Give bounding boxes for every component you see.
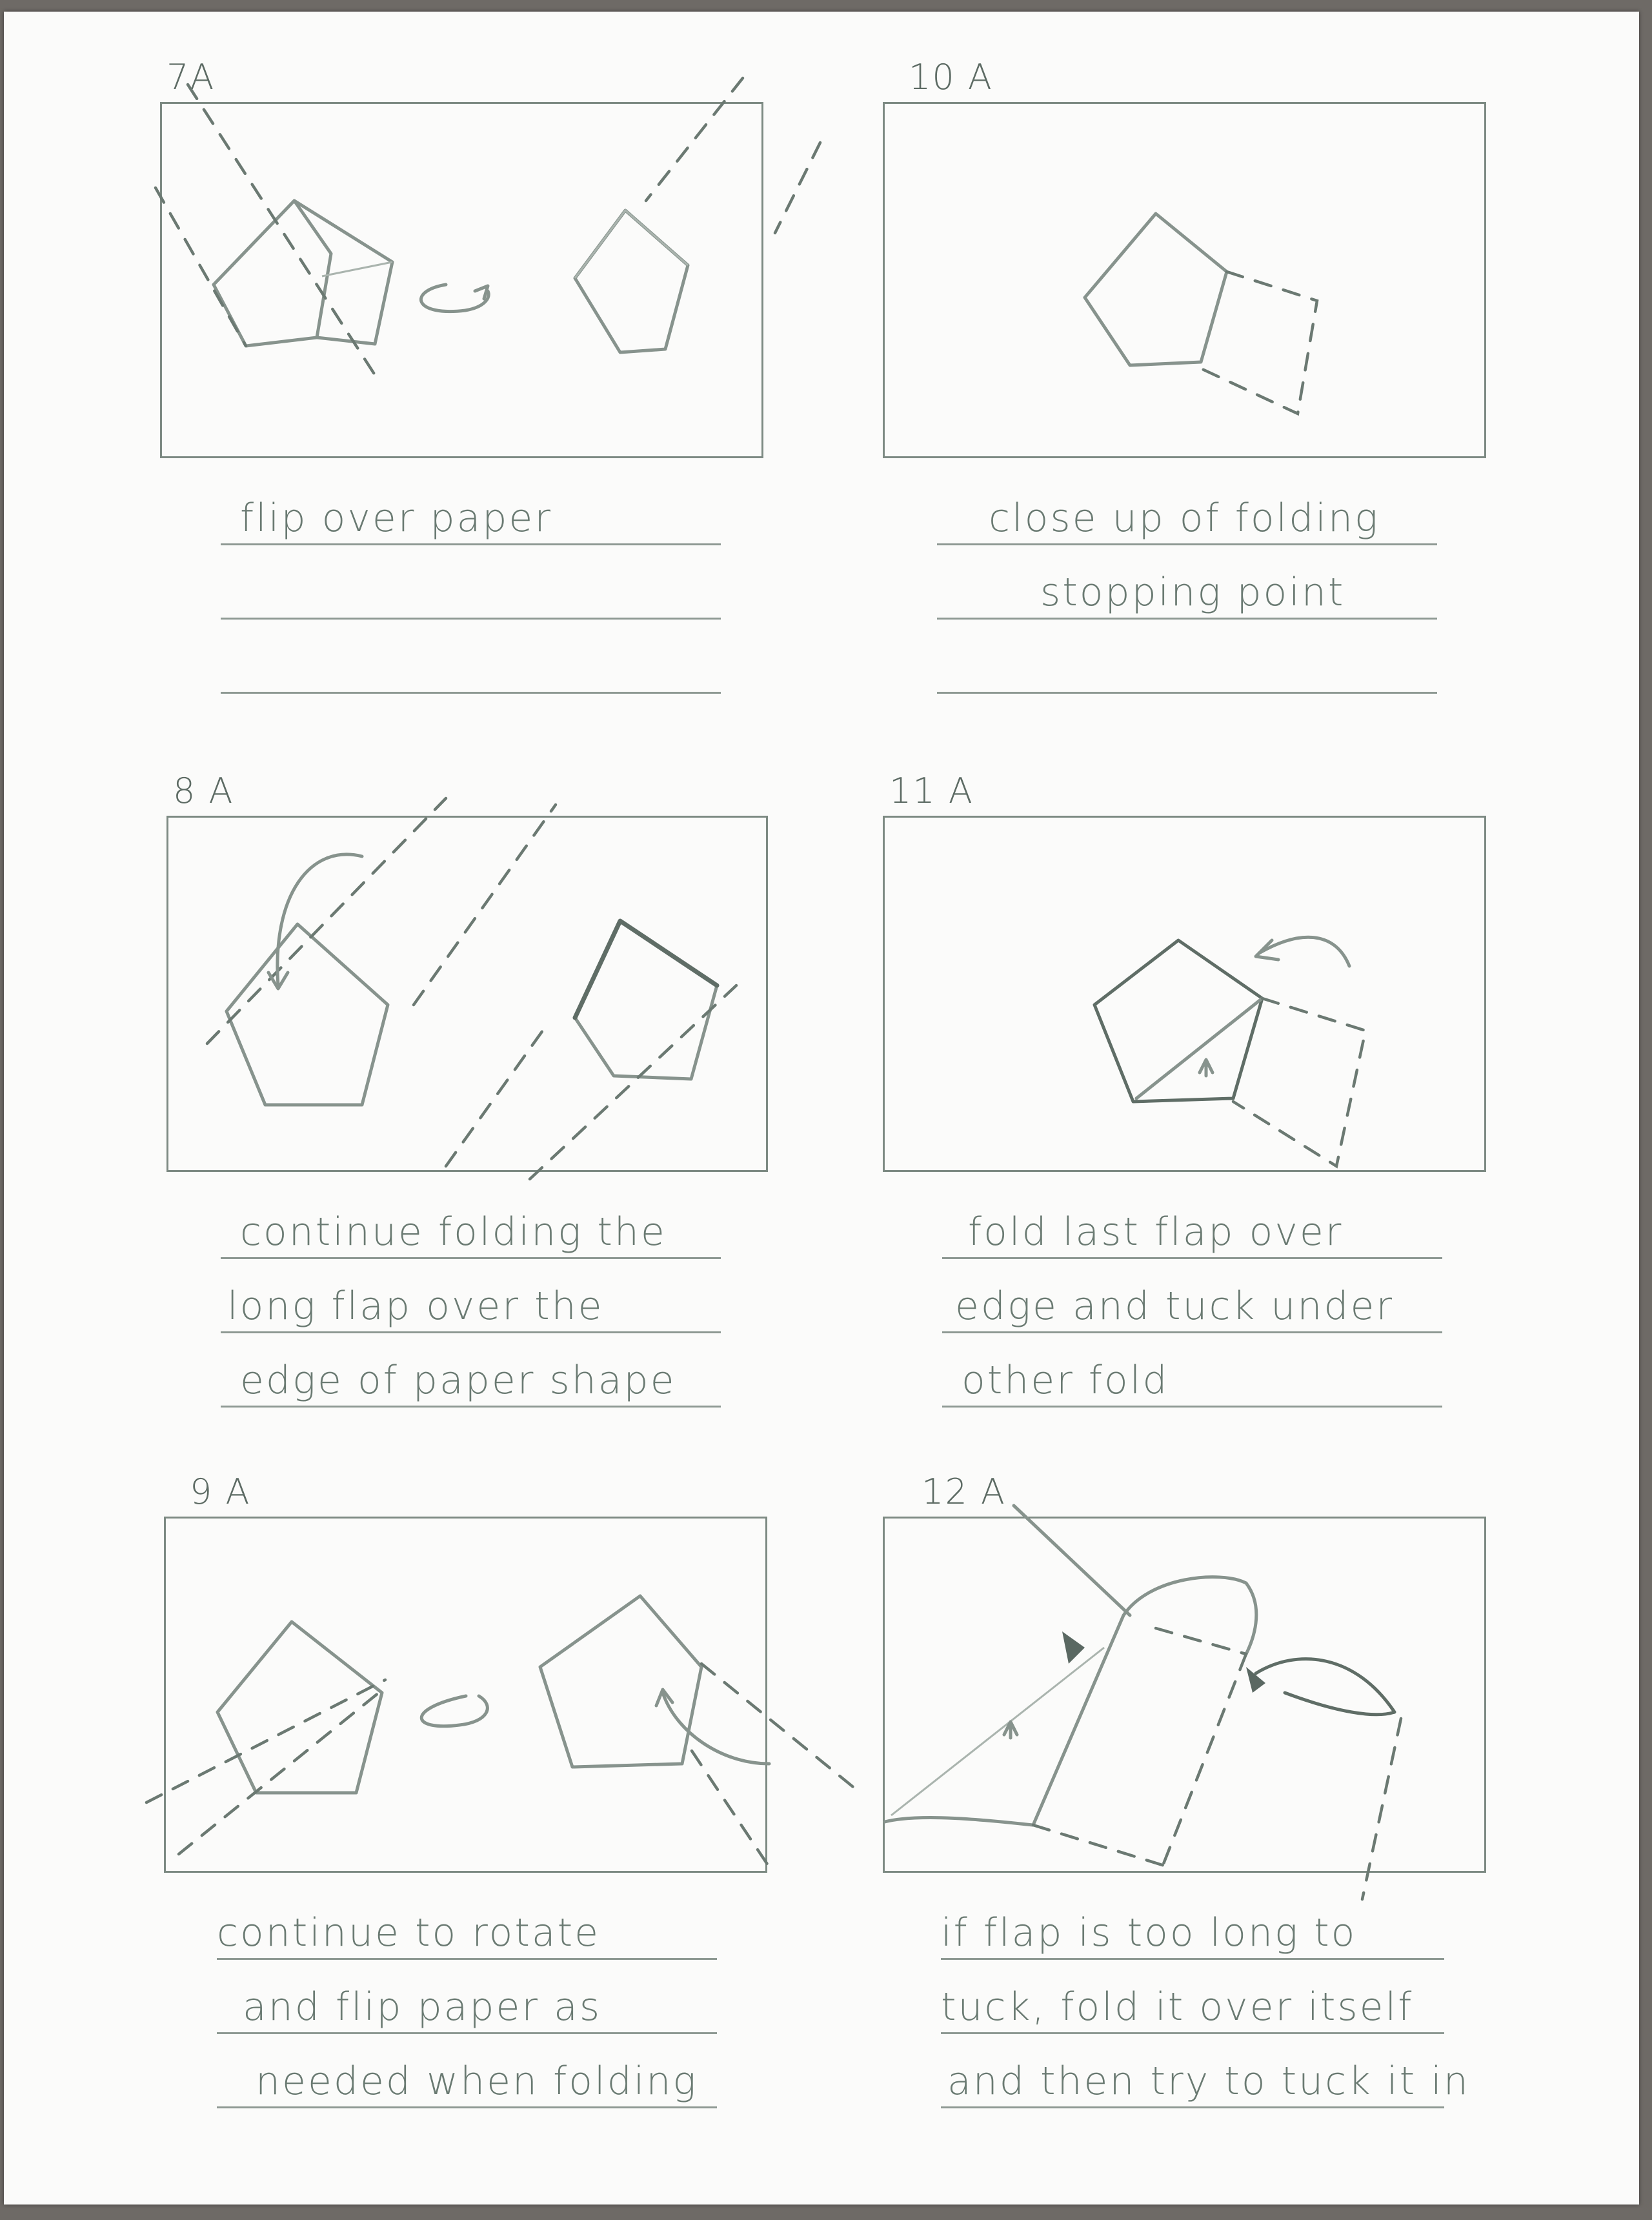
sketch-frame — [883, 1517, 1486, 1873]
panel-label: 7A — [166, 57, 216, 97]
caption-line: and then try to tuck it in — [947, 2059, 1470, 2104]
caption-line: tuck, fold it over itself — [941, 1984, 1414, 2030]
panel-label: 12 A — [922, 1471, 1006, 1512]
caption-line: if flap is too long to — [941, 1910, 1357, 1955]
sketch-frame — [883, 816, 1486, 1172]
caption-line: edge of paper shape — [240, 1358, 676, 1403]
caption-line: and flip paper as — [243, 1984, 602, 2030]
caption-lines — [217, 1886, 717, 2108]
caption-line: long flap over the — [227, 1284, 604, 1329]
storyboard-sheet — [4, 12, 1639, 2205]
panel-7a — [160, 57, 881, 728]
caption-lines — [942, 1185, 1442, 1408]
caption-line: edge and tuck under — [955, 1284, 1395, 1329]
sketch-frame — [883, 102, 1486, 458]
caption-lines — [941, 1886, 1470, 2108]
fold-tuck-sketch — [885, 1519, 1488, 1875]
caption-lines — [221, 1185, 721, 1408]
caption-line: other fold — [962, 1358, 1169, 1403]
caption-line: flip over paper — [240, 496, 553, 541]
pentagon-sketch — [162, 104, 765, 460]
sketch-frame — [160, 102, 763, 458]
panel-12a — [883, 1471, 1604, 2143]
caption-line: continue to rotate — [217, 1910, 601, 1955]
caption-line: close up of folding — [989, 496, 1380, 541]
caption-line: needed when folding — [256, 2059, 698, 2104]
pentagon-sketch — [885, 104, 1488, 460]
panel-label: 9 A — [190, 1471, 251, 1512]
panel-8a — [166, 771, 887, 1442]
caption-line: stopping point — [1040, 570, 1345, 615]
panel-label: 10 A — [909, 57, 993, 97]
sketch-frame — [166, 816, 768, 1172]
sketch-frame — [164, 1517, 767, 1873]
panel-label: 11 A — [889, 771, 974, 811]
caption-lines — [221, 471, 721, 694]
pentagon-sketch — [168, 818, 770, 1174]
caption-line: fold last flap over — [968, 1209, 1344, 1255]
caption-lines — [937, 471, 1437, 694]
panel-11a — [883, 771, 1604, 1442]
panel-label: 8 A — [173, 771, 234, 811]
pentagon-sketch — [166, 1519, 769, 1875]
panel-10a — [883, 57, 1604, 728]
caption-line: continue folding the — [240, 1209, 667, 1255]
pentagon-sketch — [885, 818, 1488, 1174]
panel-9a — [164, 1471, 885, 2143]
